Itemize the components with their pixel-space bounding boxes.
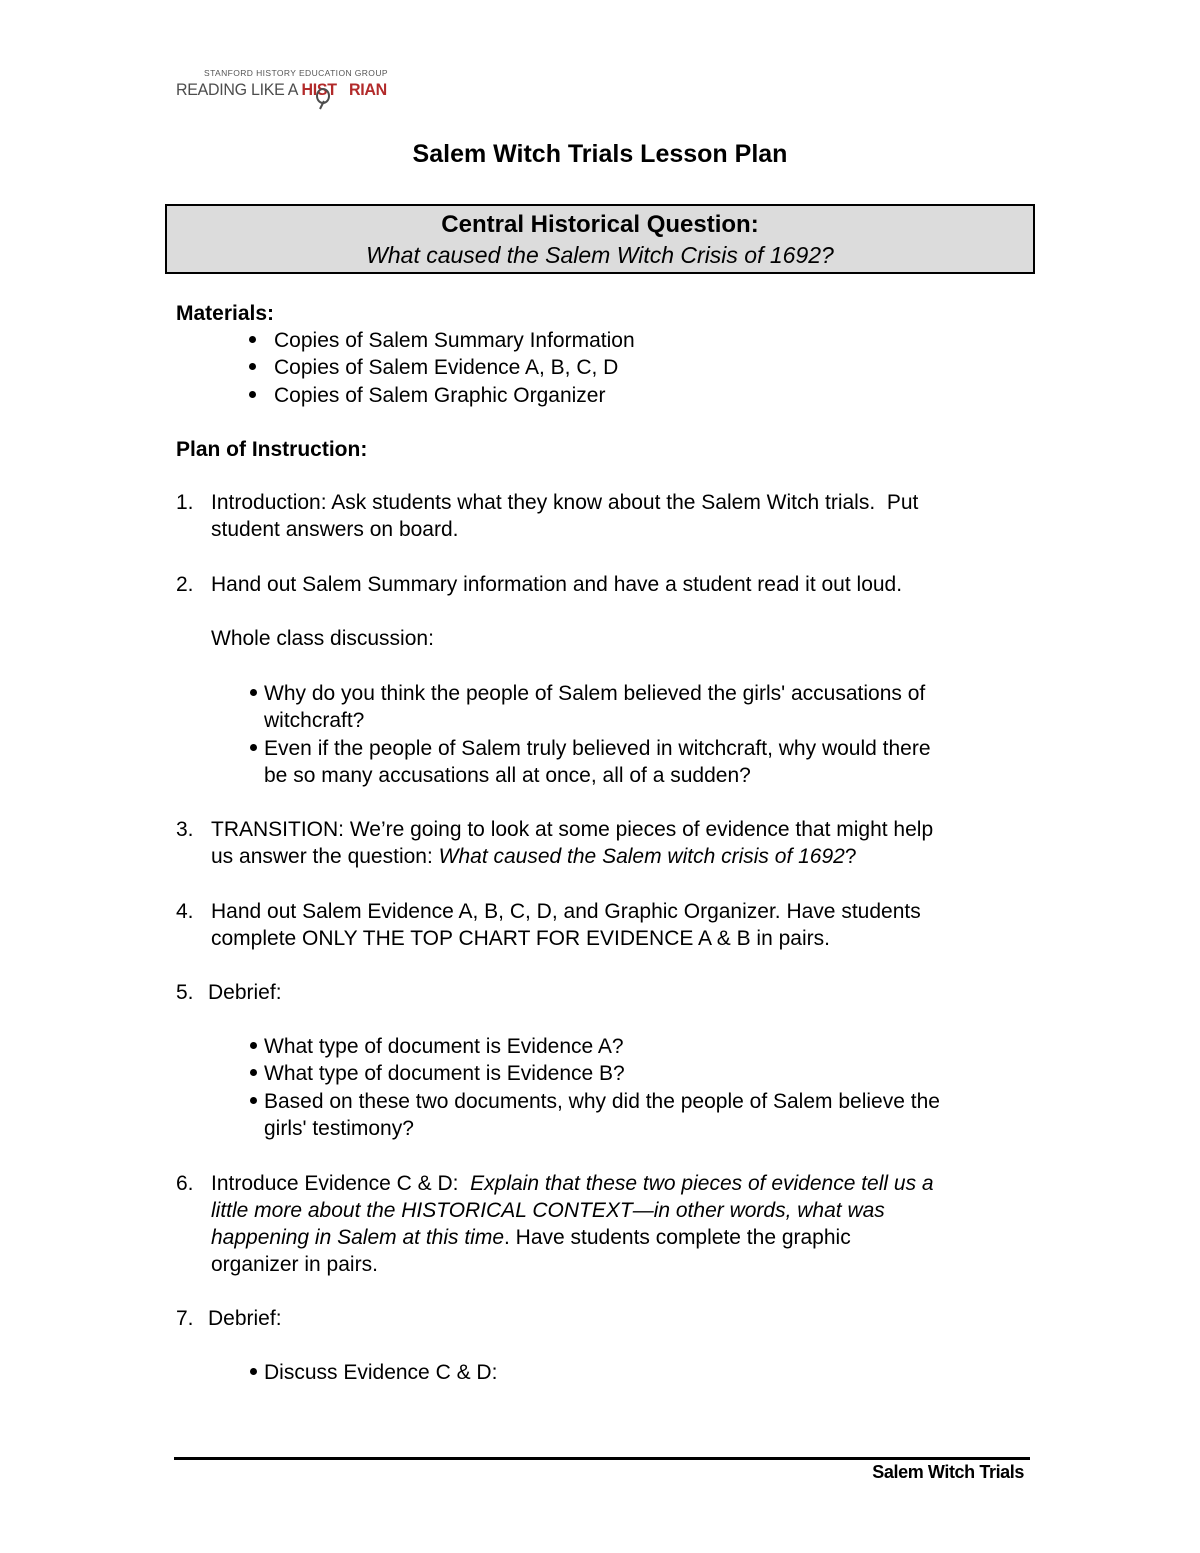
debrief-label: Debrief: [208,1307,282,1330]
discussion-label: Whole class discussion: [211,627,434,650]
bullet-icon [250,1097,257,1104]
step-text-segment: us answer the question: [211,845,439,868]
materials-item: Copies of Salem Graphic Organizer [274,384,606,407]
central-question-label: Central Historical Question: [441,211,759,238]
bullet-icon [250,1042,257,1049]
step-text-italic: What caused the Salem witch crisis of 1692 [438,845,845,868]
bullet-icon [250,689,257,696]
step-text-line: organizer in pairs. [211,1253,378,1276]
logo-group-name: STANFORD HISTORY EDUCATION GROUP [204,68,388,78]
logo-wordmark-accent-1: HIST [301,80,337,99]
step-text-line [211,1224,851,1251]
step-text-line: Hand out Salem Summary information and have a student read it out loud. [211,573,903,596]
materials-item: Copies of Salem Evidence A, B, C, D [274,356,619,379]
step-text-segment: Introduce Evidence C & D: [211,1172,471,1195]
discussion-bullet-line: be so many accusations all at once, all of a sudden? [264,764,751,787]
logo-wordmark-prefix: READING LIKE A [176,80,302,99]
bullet-icon [250,1368,257,1375]
central-question-box [165,204,1035,274]
step-text-line: Hand out Salem Evidence A, B, C, D, and Graphic Organizer. Have students [211,900,921,923]
bullet-icon [249,363,256,370]
bullet-icon [249,391,256,398]
logo-wordmark [176,80,387,100]
plan-heading: Plan of Instruction: [176,438,368,461]
discussion-bullet-line: Even if the people of Salem truly believed in witchcraft, why would there [264,737,931,760]
debrief-bullet-line: What type of document is Evidence B? [264,1062,625,1085]
step-text-line [211,1170,934,1197]
footer-title: Salem Witch Trials [872,1462,1024,1482]
central-question-text: What caused the Salem Witch Crisis of 1692? [366,242,834,268]
bullet-icon [250,1069,257,1076]
logo-wordmark-accent-2: RIAN [348,80,387,99]
debrief-bullet-line: girls' testimony? [264,1117,414,1140]
bullet-icon [249,336,256,343]
page-title: Salem Witch Trials Lesson Plan [412,140,788,168]
discussion-bullet-line: Why do you think the people of Salem believed the girls' accusations of [264,682,926,705]
step-text-line [211,843,857,870]
step-text-line: student answers on board. [211,518,459,541]
step-number: 6. [176,1172,194,1195]
debrief-bullet-line: Based on these two documents, why did the people of Salem believe the [264,1090,940,1113]
step-number: 7. [176,1307,194,1330]
step-number: 4. [176,900,194,923]
step-text-line: Introduction: Ask students what they know about the Salem Witch trials. Put [211,491,919,514]
step-text-segment: ? [844,845,857,868]
step-number: 5. [176,981,194,1004]
debrief-label: Debrief: [208,981,282,1004]
bullet-icon [250,744,257,751]
debrief-bullet-line: What type of document is Evidence A? [264,1035,624,1058]
step-number: 1. [176,491,194,514]
discussion-bullet-line: witchcraft? [264,709,365,732]
step-text-italic: happening in Salem at this time [211,1226,505,1249]
step-number: 3. [176,818,194,841]
footer-divider [174,1457,1030,1460]
step-text-line: TRANSITION: We’re going to look at some pieces of evidence that might help [211,818,934,841]
step-number: 2. [176,573,194,596]
step-text-line: complete ONLY THE TOP CHART FOR EVIDENCE A & B in pairs. [211,927,830,950]
quill-pen-icon [314,86,334,110]
debrief-bullet-line: Discuss Evidence C & D: [264,1361,498,1384]
step-text-segment: . Have students complete the graphic [504,1226,851,1249]
materials-heading: Materials: [176,302,275,325]
materials-item: Copies of Salem Summary Information [274,329,635,352]
reading-like-a-historian-logo [176,68,386,108]
step-text-italic: little more about the HISTORICAL CONTEXT—in other words, what was [211,1199,885,1222]
step-text-italic: Explain that these two pieces of evidence tell us a [470,1172,934,1195]
